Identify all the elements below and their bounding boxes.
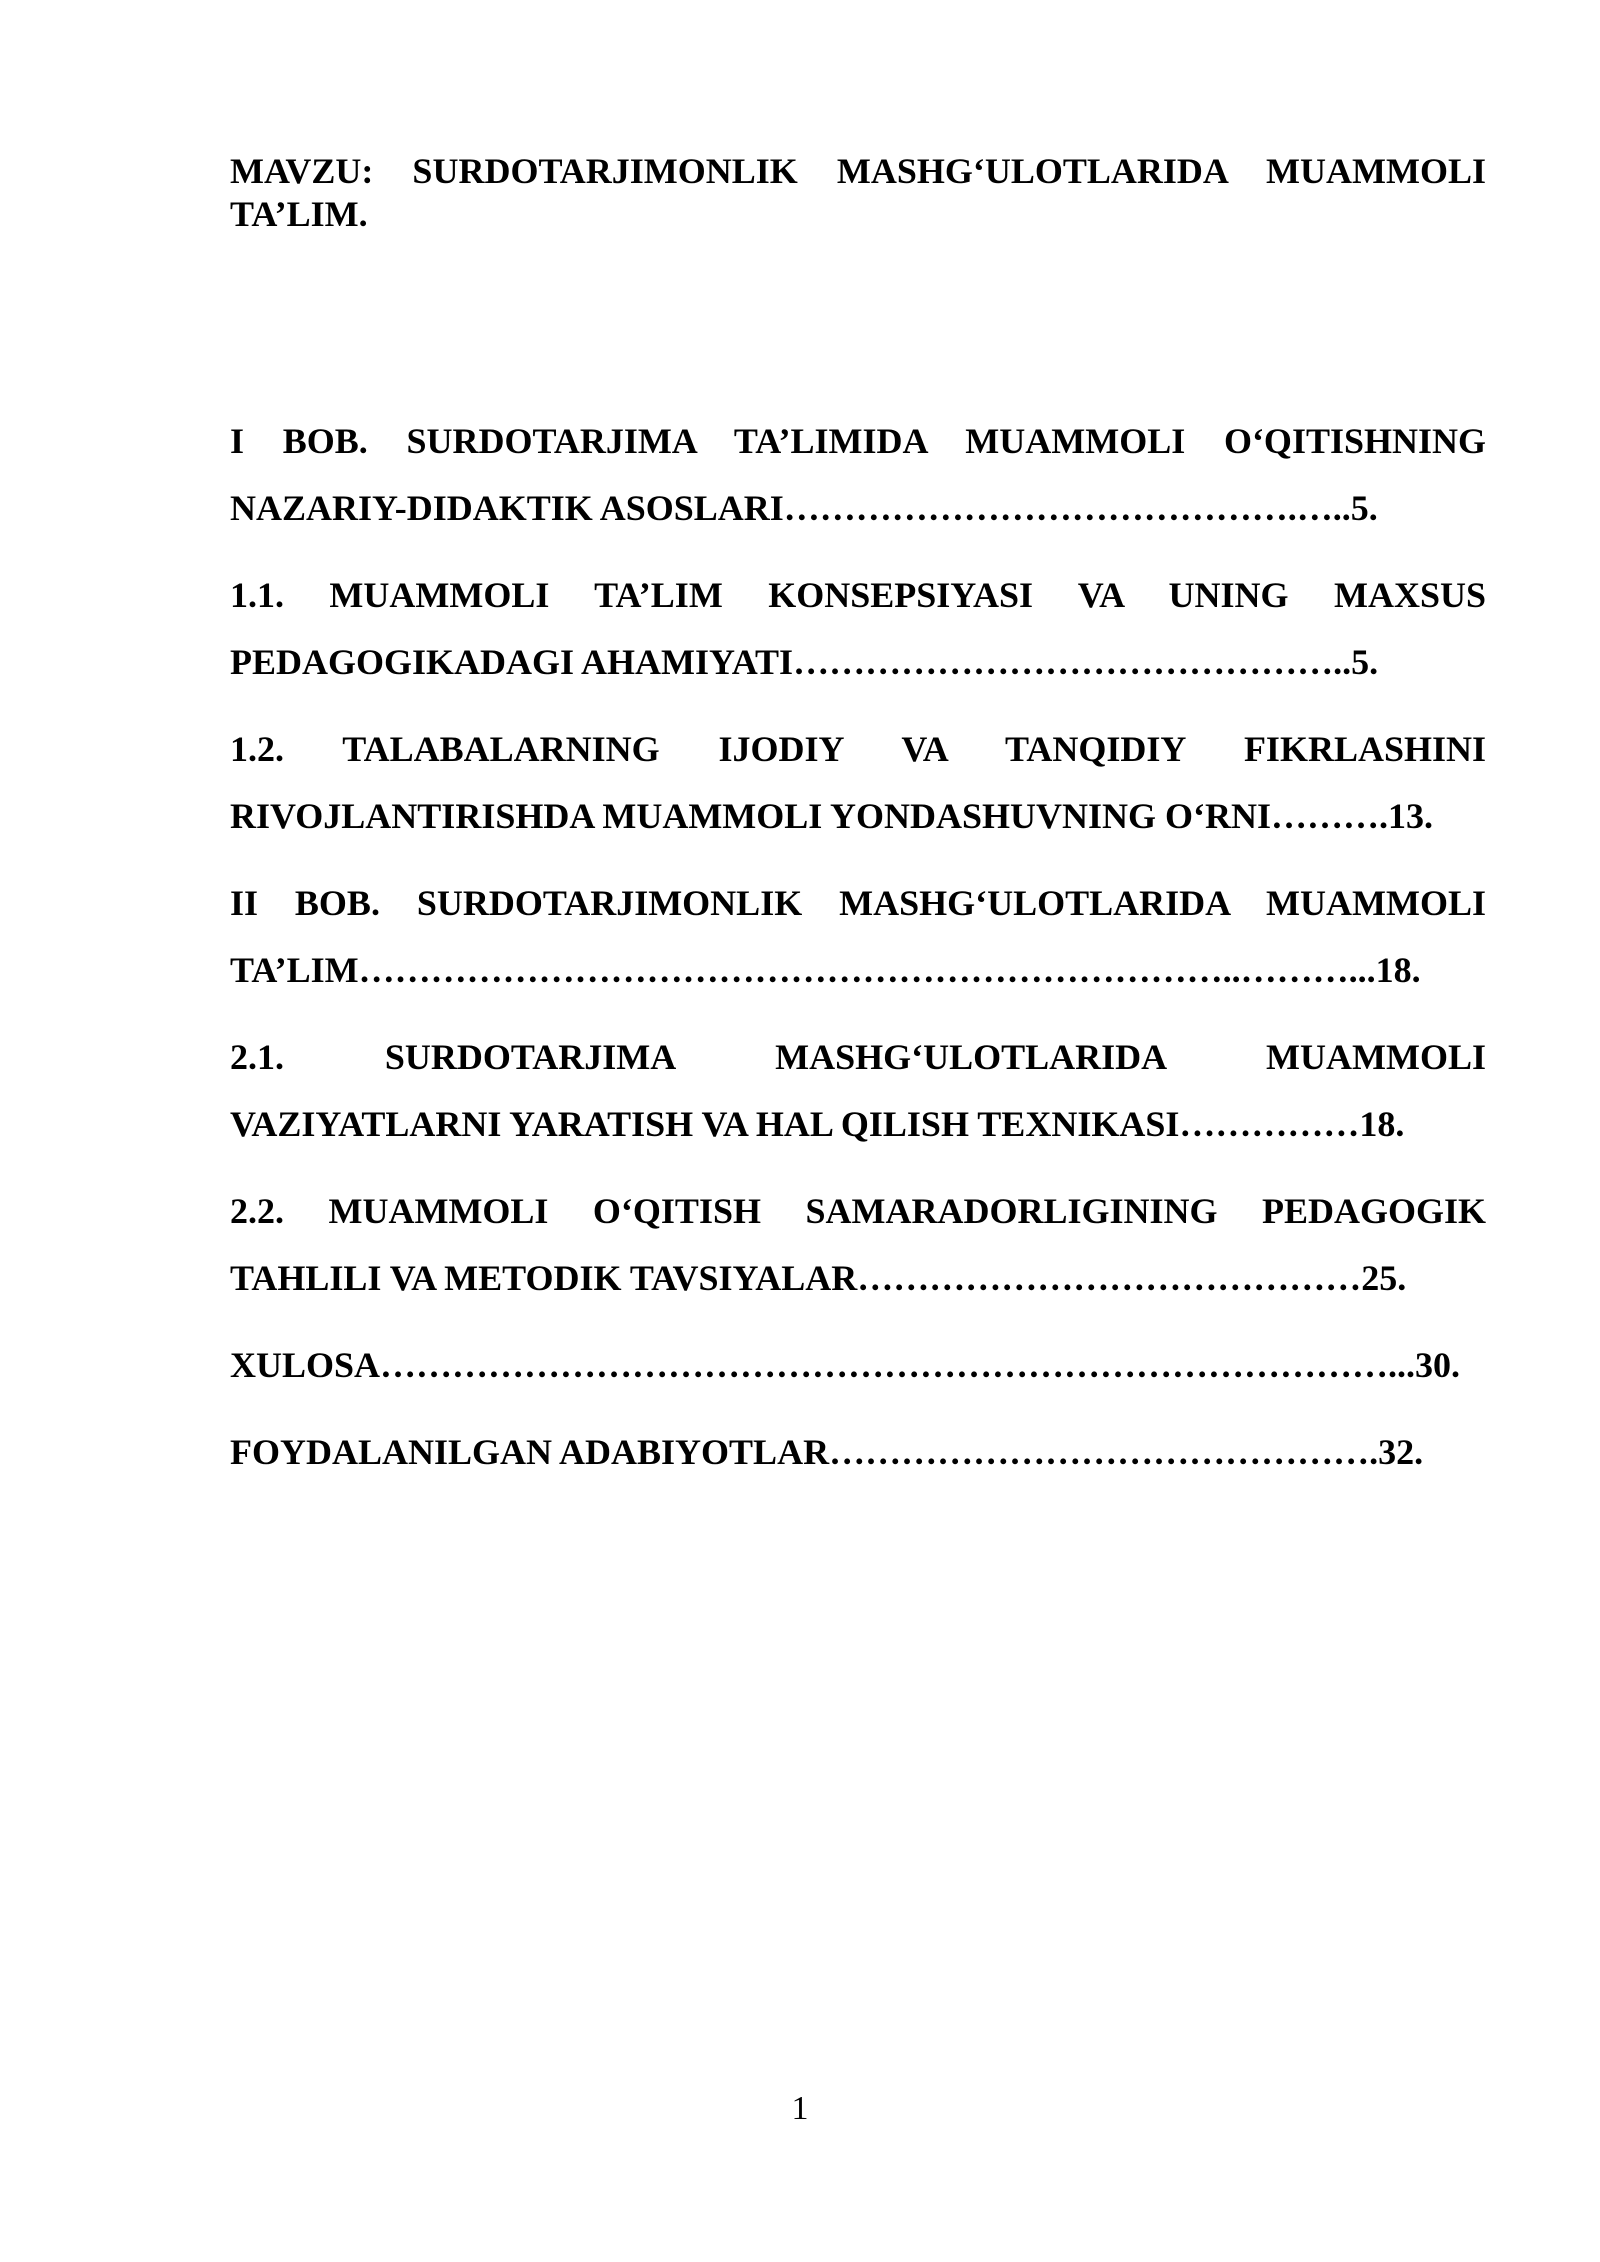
toc-entry-line: 2.2. MUAMMOLI O‘QITISH SAMARADORLIGINING PEDAGOGIK bbox=[230, 1191, 1486, 1231]
toc-entry-references: FOYDALANILGAN ADABIYOTLAR……………………………………….32. bbox=[230, 1432, 1424, 1472]
toc-entry-line: I BOB. SURDOTARJIMA TA’LIMIDA MUAMMOLI O‘QITISHNING bbox=[230, 421, 1486, 461]
toc-entry-line: 1.2. TALABALARNING IJODIY VA TANQIDIY FIKRLASHINI bbox=[230, 729, 1486, 769]
toc-entry-line: NAZARIY-DIDAKTIK ASOSLARI…………………………………….…..5. bbox=[230, 488, 1378, 528]
title-line-1: MAVZU: SURDOTARJIMONLIK MASHG‘ULOTLARIDA MUAMMOLI bbox=[230, 151, 1486, 191]
toc-entry-conclusion: XULOSA…………………………………………………………………………...30. bbox=[230, 1345, 1461, 1385]
toc-entry-line: TAHLILI VA METODIK TAVSIYALAR……………………………………25. bbox=[230, 1258, 1407, 1298]
toc-entry-section-1-2 bbox=[230, 716, 1486, 850]
toc-entry-line: II BOB. SURDOTARJIMONLIK MASHG‘ULOTLARIDA MUAMMOLI bbox=[230, 883, 1486, 923]
toc-entry-chapter-1 bbox=[230, 408, 1486, 542]
toc-entry-line: 2.1. SURDOTARJIMA MASHG‘ULOTLARIDA MUAMMOLI bbox=[230, 1037, 1486, 1077]
table-of-contents bbox=[230, 408, 1486, 1506]
document-title bbox=[230, 150, 1486, 236]
toc-entry-line: VAZIYATLARNI YARATISH VA HAL QILISH TEXNIKASI……………18. bbox=[230, 1104, 1405, 1144]
page-number: 1 bbox=[791, 2090, 809, 2127]
title-line-2: TA’LIM. bbox=[230, 194, 368, 234]
toc-entry-section-2-2 bbox=[230, 1178, 1486, 1312]
toc-entry-line: 1.1. MUAMMOLI TA’LIM KONSEPSIYASI VA UNING MAXSUS bbox=[230, 575, 1486, 615]
toc-entry-line: TA’LIM………………………………………………………………..………...18. bbox=[230, 950, 1421, 990]
toc-entry-line: PEDAGOGIKADAGI AHAMIYATI………………………………………..5. bbox=[230, 642, 1379, 682]
toc-entry-section-2-1 bbox=[230, 1024, 1486, 1158]
toc-entry-chapter-2 bbox=[230, 870, 1486, 1004]
toc-entry-section-1-1 bbox=[230, 562, 1486, 696]
toc-entry-line: RIVOJLANTIRISHDA MUAMMOLI YONDASHUVNING O‘RNI……….13. bbox=[230, 796, 1433, 836]
